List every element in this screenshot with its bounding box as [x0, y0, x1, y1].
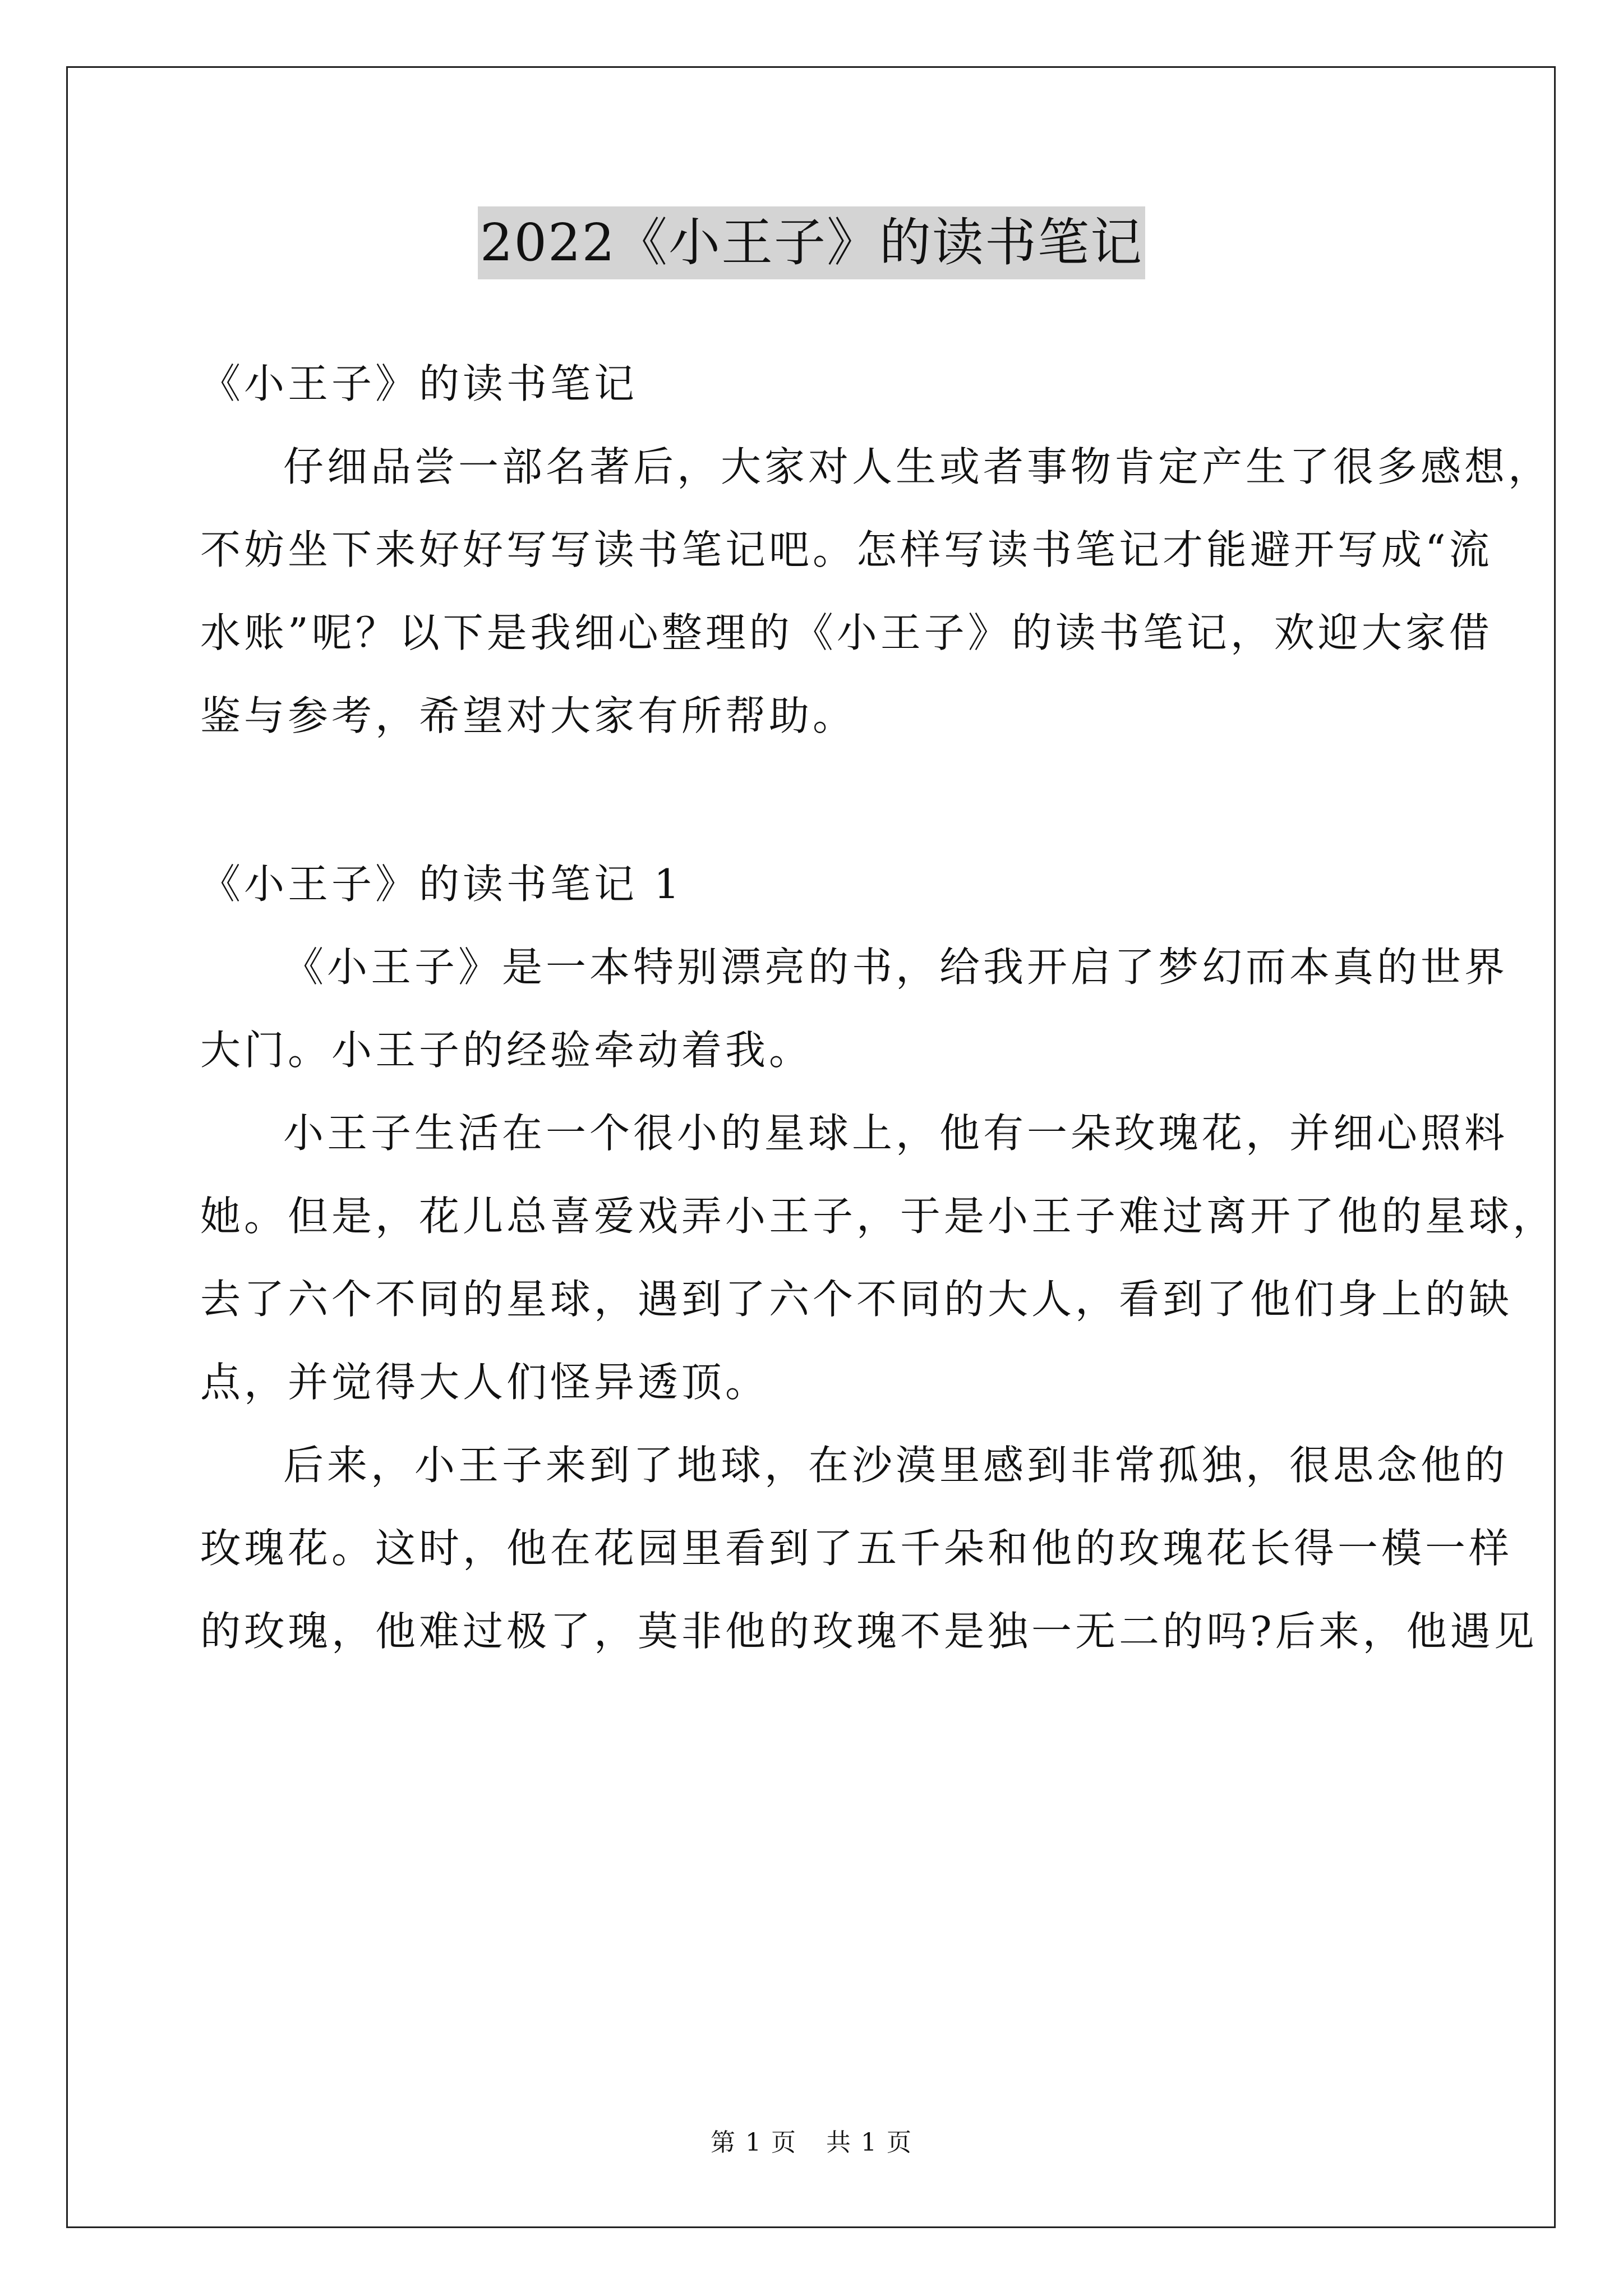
paragraph-line: 不妨坐下来好好写写读书笔记吧。怎样写读书笔记才能避开写成“流 — [200, 526, 1493, 573]
paragraph-line: 点，并觉得大人们怪异透顶。 — [200, 1359, 769, 1406]
page-total: 共 1 页 — [826, 2128, 912, 2157]
page-footer — [0, 2126, 1623, 2160]
document-body — [200, 342, 1557, 1673]
paragraph-line: 鉴与参考，希望对大家有所帮助。 — [200, 692, 857, 739]
paragraph-line: 的玫瑰，他难过极了，莫非他的玫瑰不是独一无二的吗?后来，他遇见 — [200, 1608, 1538, 1655]
document-title: 2022《小王子》的读书笔记 — [478, 206, 1145, 279]
paragraph-line: 小王子生活在一个很小的星球上，他有一朵玫瑰花，并细心照料 — [283, 1110, 1509, 1157]
page-number: 第 1 页 — [711, 2128, 797, 2157]
paragraph-line: 后来，小王子来到了地球，在沙漠里感到非常孤独，很思念他的 — [283, 1442, 1509, 1489]
paragraph-line: 大门。小王子的经验牵动着我。 — [200, 1027, 813, 1074]
paragraph-line: 水账”呢？以下是我细心整理的《小王子》的读书笔记，欢迎大家借 — [200, 609, 1493, 656]
section-heading: 《小王子》的读书笔记 — [200, 360, 638, 407]
paragraph-line: 《小王子》是一本特别漂亮的书，给我开启了梦幻而本真的世界 — [283, 944, 1509, 991]
paragraph-line: 玫瑰花。这时，他在花园里看到了五千朵和他的玫瑰花长得一模一样 — [200, 1525, 1513, 1572]
paragraph-line: 去了六个不同的星球，遇到了六个不同的大人，看到了他们身上的缺 — [200, 1276, 1513, 1323]
paragraph-line: 仔细品尝一部名著后，大家对人生或者事物肯定产生了很多感想， — [283, 443, 1552, 490]
section-heading: 《小王子》的读书笔记 1 — [200, 861, 683, 908]
paragraph-line: 她。但是，花儿总喜爱戏弄小王子，于是小王子难过离开了他的星球， — [200, 1193, 1557, 1240]
spacer — [200, 757, 1434, 843]
title-container — [0, 206, 1623, 279]
